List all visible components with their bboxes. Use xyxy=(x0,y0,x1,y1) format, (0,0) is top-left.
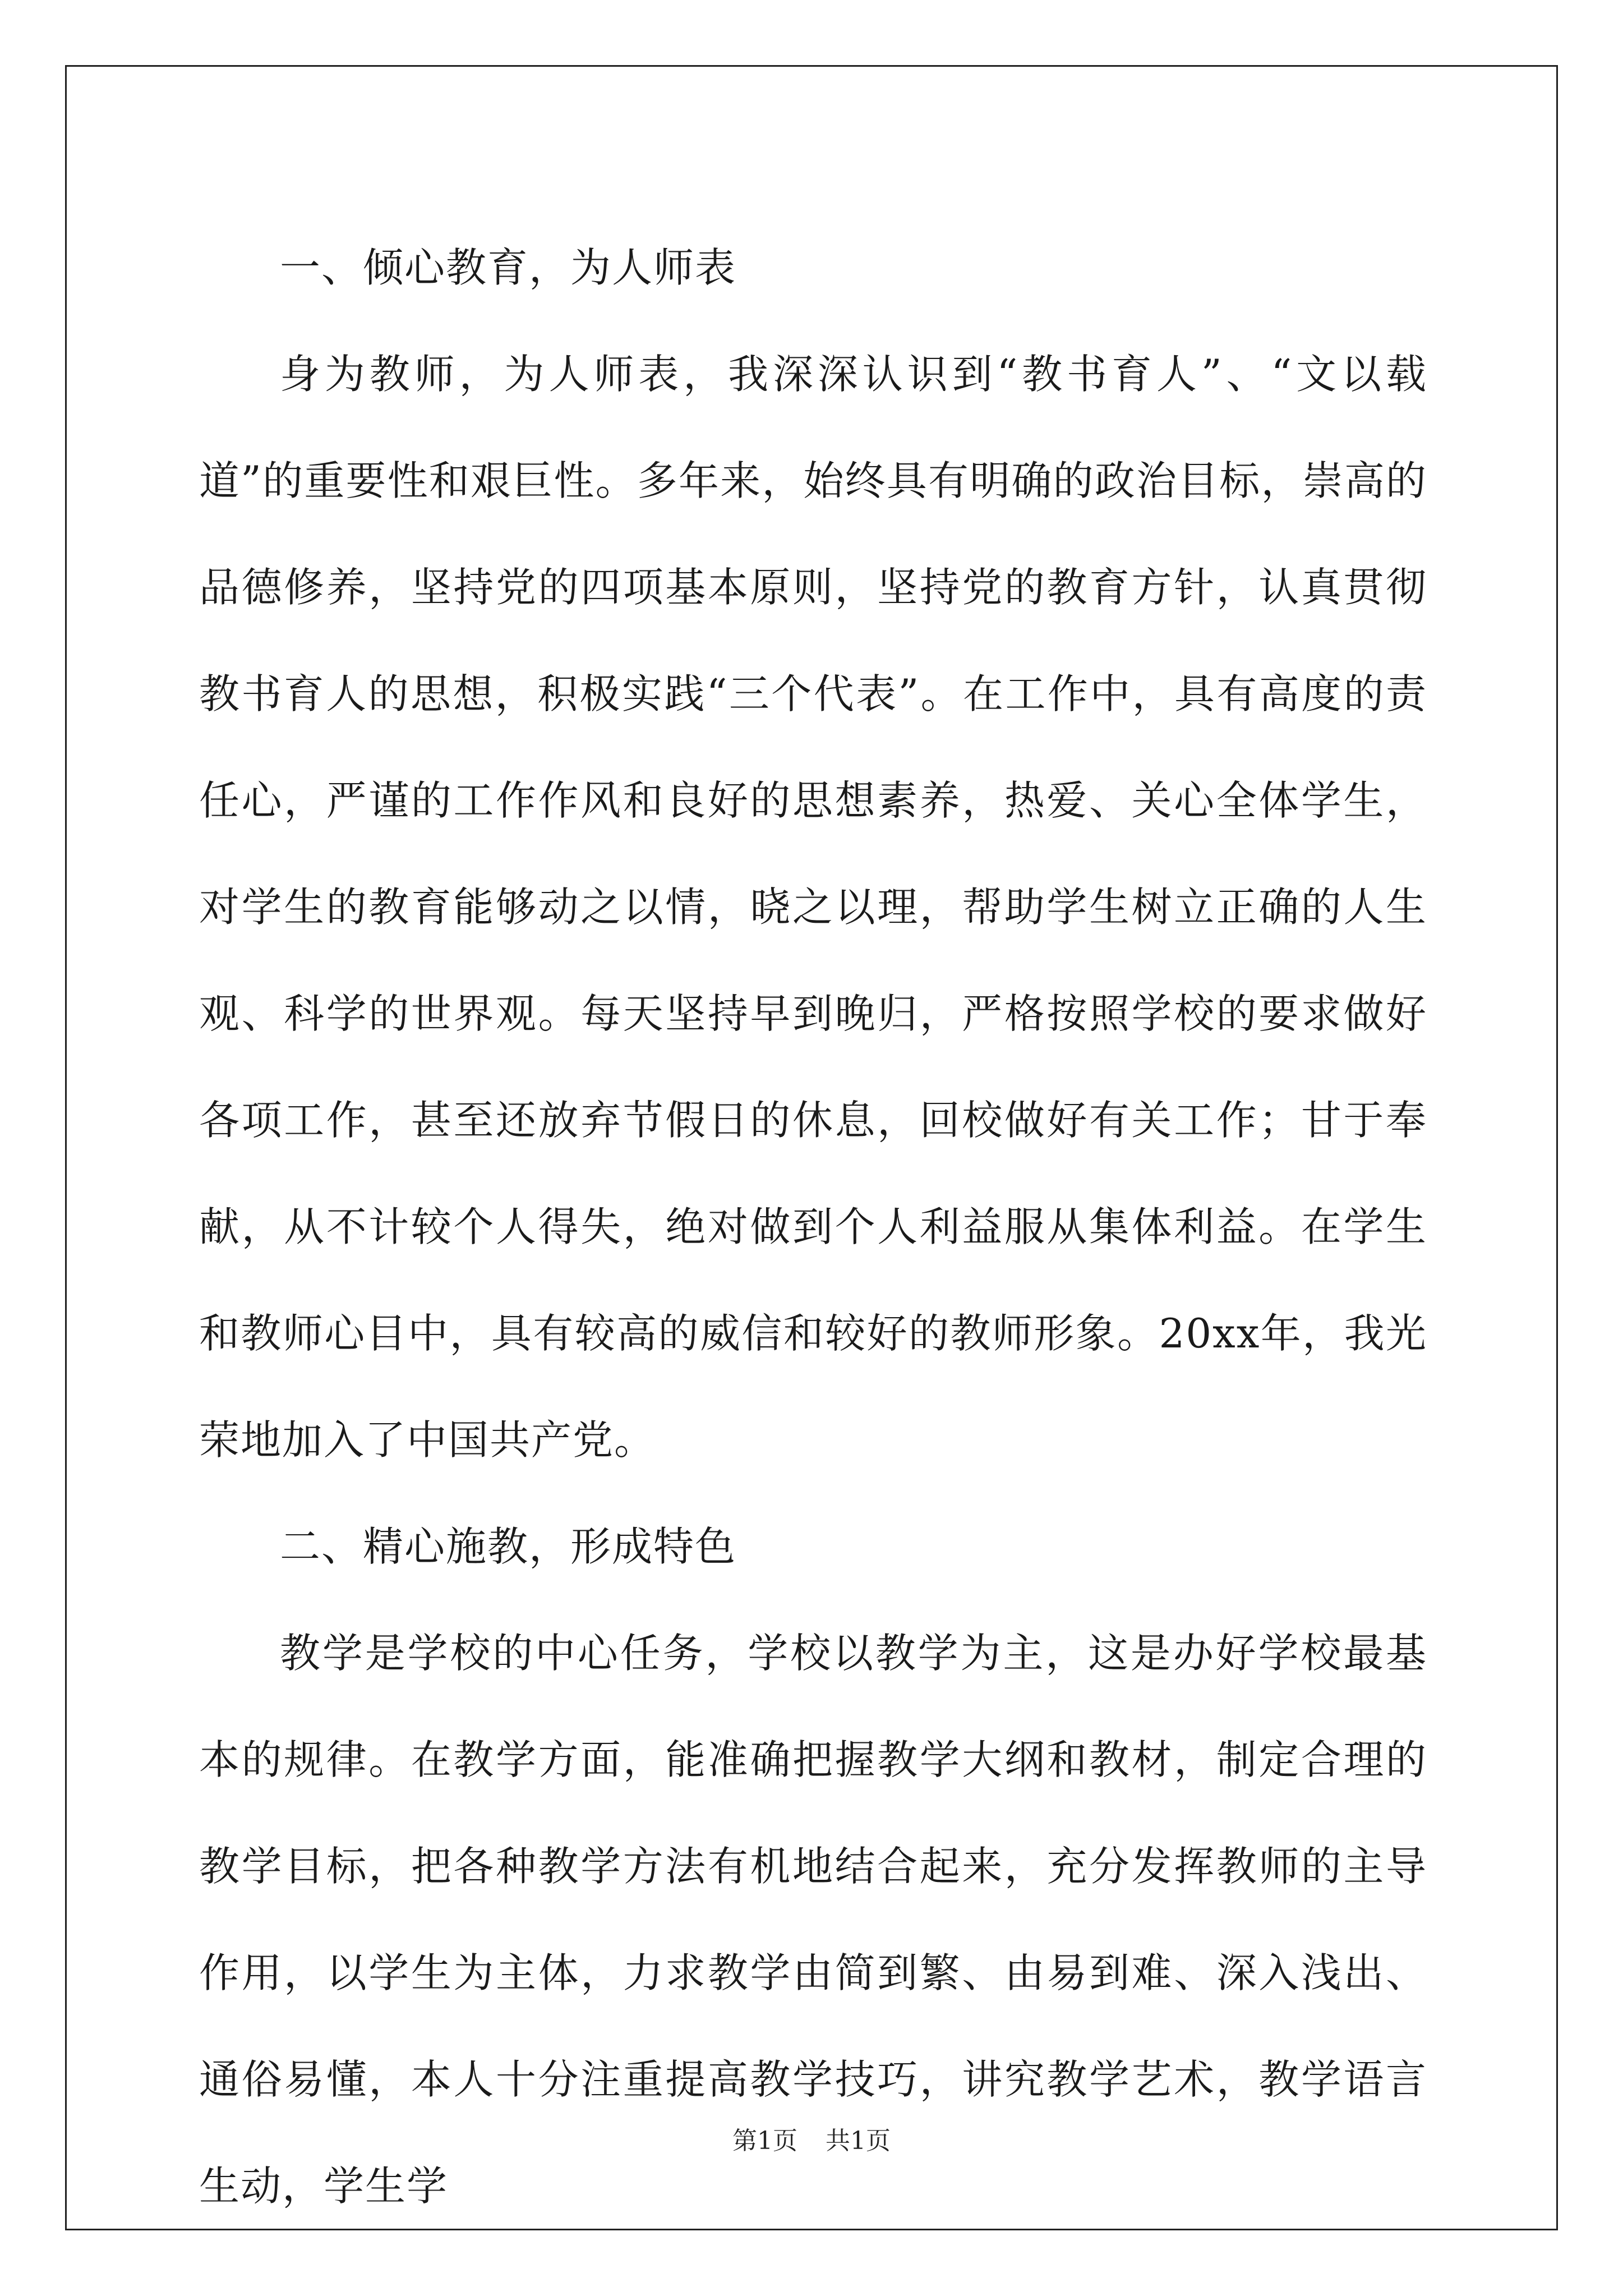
document-body xyxy=(199,214,1427,2239)
page-footer xyxy=(0,2120,1623,2156)
paragraph-2: 教学是学校的中心任务，学校以教学为主，这是办好学校最基本的规律。在教学方面，能准确把握教学大纲和教材，制定合理的教学目标，把各种教学方法有机地结合起来，充分发挥教师的主导作用，以学生为主体，力求教学由简到繁、由易到难、深入浅出、通俗易懂，本人十分注重提高教学技巧，讲究教学艺术，教学语言生动，学生学 xyxy=(199,1630,1427,2210)
paragraph-1: 身为教师，为人师表，我深深认识到“教书育人”、“文以载道”的重要性和艰巨性。多年来，始终具有明确的政治目标，崇高的品德修养，坚持党的四项基本原则，坚持党的教育方针，认真贯彻教书育人的思想，积极实践“三个代表”。在工作中，具有高度的责任心，严谨的工作作风和良好的思想素养，热爱、关心全体学生，对学生的教育能够动之以情，晓之以理，帮助学生树立正确的人生观、科学的世界观。每天坚持早到晚归，严格按照学校的要求做好各项工作，甚至还放弃节假日的休息，回校做好有关工作；甘于奉献，从不计较个人得失，绝对做到个人利益服从集体利益。在学生和教师心目中，具有较高的威信和较好的教师形象。20xx年，我光荣地加入了中国共产党。 xyxy=(199,351,1427,1464)
page-number: 第1页 xyxy=(732,2127,797,2155)
page-total: 共1页 xyxy=(826,2127,891,2155)
section-heading-1: 一、倾心教育，为人师表 xyxy=(280,244,737,291)
section-heading-2: 二、精心施教，形成特色 xyxy=(280,1523,737,1570)
